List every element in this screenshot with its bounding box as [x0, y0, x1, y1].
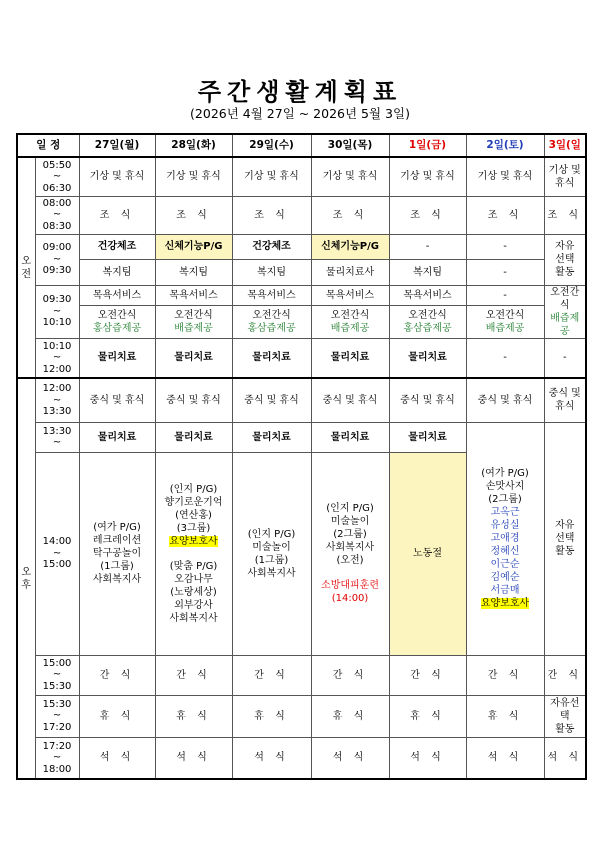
- program-thu-pm: [311, 452, 389, 655]
- snack-am-sun: [544, 285, 586, 338]
- snack-pm-cell: 간 식: [311, 655, 389, 695]
- snack-am-thu: [311, 305, 389, 338]
- snack-label: 오전간식: [485, 309, 525, 321]
- snack-pm-cell: 간 식: [232, 655, 311, 695]
- physio-cell: 물리치료: [389, 338, 466, 378]
- program-fri-pm: 노동절: [389, 452, 466, 655]
- program-mon-pm: (여가 P/G) 레크레이션 탁구공놀이 (1그룹) 사회복지사: [79, 452, 155, 655]
- snack-am-sat: [466, 305, 544, 338]
- lunch-cell: 중식 및 휴식: [232, 378, 311, 422]
- snack-pm-cell: 간 식: [544, 655, 586, 695]
- staff-wed: 복지팀: [232, 259, 311, 285]
- snack-pm-cell: 간 식: [466, 655, 544, 695]
- snack-label: 오전간식: [550, 286, 580, 311]
- snack-am-wed: [232, 305, 311, 338]
- time-cell: 12:00 ~ 13:30: [35, 378, 79, 422]
- tue-program-b: (맞춤 P/G) 오감나무 (노랑세상) 외부강사 사회복지사: [169, 560, 218, 624]
- breakfast-cell: 조 식: [155, 196, 232, 234]
- time-cell: 17:20 ~ 18:00: [35, 737, 79, 779]
- time-cell: 15:00 ~ 15:30: [35, 655, 79, 695]
- snack-drink: 배즙제공: [485, 322, 525, 334]
- row-wake: [17, 157, 586, 196]
- caregiver-highlight: 요양보호사: [169, 535, 218, 547]
- program-sat: -: [466, 234, 544, 259]
- lunch-cell: 중식 및 휴식: [466, 378, 544, 422]
- physio-cell: 물리치료: [155, 338, 232, 378]
- snack-am-tue: [155, 305, 232, 338]
- period-pm: [17, 378, 35, 779]
- header-label: 일 정: [17, 134, 79, 157]
- header-day: 27일(월): [79, 134, 155, 157]
- dinner-cell: 석 식: [389, 737, 466, 779]
- snack-am-fri: [389, 305, 466, 338]
- row-snack-am: [17, 305, 586, 338]
- program-mon: 건강체조: [79, 234, 155, 259]
- rest-cell-sun: 자유선택 활동: [544, 695, 586, 737]
- wake-cell: 기상 및 휴식: [466, 157, 544, 196]
- snack-label: 오전간식: [174, 309, 213, 321]
- snack-pm-cell: 간 식: [155, 655, 232, 695]
- rest-cell: 휴 식: [311, 695, 389, 737]
- caregiver-highlight: 요양보호사: [480, 598, 530, 609]
- program-tue: 신체기능P/G: [155, 234, 232, 259]
- time-cell: 14:00 ~ 15:00: [35, 452, 79, 655]
- row-lunch: [17, 378, 586, 422]
- row-dinner: [17, 737, 586, 779]
- wake-cell: 기상 및 휴식: [232, 157, 311, 196]
- tue-program-a: (인지 P/G) 향기로운기억 (연산홍) (3그룹): [164, 483, 223, 534]
- bath-cell: 목욕서비스: [155, 285, 232, 305]
- staff-thu: 물리치료사: [311, 259, 389, 285]
- wake-cell-sun: 기상 및 휴식: [544, 157, 586, 196]
- program-sat-pm: [466, 422, 544, 655]
- breakfast-cell: 조 식: [466, 196, 544, 234]
- breakfast-cell: 조 식: [232, 196, 311, 234]
- physio-cell: 물리치료: [79, 338, 155, 378]
- snack-label: 오전간식: [252, 309, 291, 321]
- physio-cell: 물리치료: [311, 338, 389, 378]
- time-cell: 13:30 ~: [35, 422, 79, 452]
- row-rest: [17, 695, 586, 737]
- physio-pm-cell: 물리치료: [155, 422, 232, 452]
- physio-pm-cell: 물리치료: [389, 422, 466, 452]
- snack-am-mon: [79, 305, 155, 338]
- breakfast-cell: 조 식: [79, 196, 155, 234]
- snack-drink: 배즙제공: [550, 312, 580, 337]
- program-tue-pm: [155, 452, 232, 655]
- lunch-cell: 중식 및 휴식: [79, 378, 155, 422]
- rest-cell: 휴 식: [232, 695, 311, 737]
- snack-label: 오전간식: [97, 309, 137, 321]
- physio-pm-cell: 물리치료: [311, 422, 389, 452]
- row-0900a: [17, 234, 586, 259]
- period-am: [17, 157, 35, 378]
- program-fri: -: [389, 234, 466, 259]
- header-day: 28일(화): [155, 134, 232, 157]
- lunch-cell-sun: 중식 및 휴식: [544, 378, 586, 422]
- lunch-cell: 중식 및 휴식: [311, 378, 389, 422]
- dinner-cell: 석 식: [466, 737, 544, 779]
- row-0900b: [17, 259, 586, 285]
- rest-cell: 휴 식: [466, 695, 544, 737]
- wake-cell: 기상 및 휴식: [389, 157, 466, 196]
- staff-fri: 복지팀: [389, 259, 466, 285]
- row-physio: [17, 338, 586, 378]
- time-cell: 09:30 ~ 10:10: [35, 285, 79, 338]
- bath-cell-sat: -: [466, 285, 544, 305]
- wake-cell: 기상 및 휴식: [311, 157, 389, 196]
- time-cell: 08:00 ~ 08:30: [35, 196, 79, 234]
- time-cell: 05:50 ~ 06:30: [35, 157, 79, 196]
- rest-cell: 휴 식: [389, 695, 466, 737]
- header-day: 30일(목): [311, 134, 389, 157]
- dinner-cell: 석 식: [544, 737, 586, 779]
- time-cell: 10:10 ~ 12:00: [35, 338, 79, 378]
- time-cell: 15:30 ~ 17:20: [35, 695, 79, 737]
- snack-pm-cell: 간 식: [79, 655, 155, 695]
- header-day: 3일(일: [544, 134, 586, 157]
- snack-pm-cell: 간 식: [389, 655, 466, 695]
- snack-drink: 배즙제공: [174, 322, 213, 334]
- bath-cell: 목욕서비스: [389, 285, 466, 305]
- bath-cell: 목욕서비스: [311, 285, 389, 305]
- snack-drink: 홍삼즙제공: [247, 322, 296, 334]
- program-thu: 신체기능P/G: [311, 234, 389, 259]
- staff-mon: 복지팀: [79, 259, 155, 285]
- breakfast-cell: 조 식: [544, 196, 586, 234]
- lunch-cell: 중식 및 휴식: [389, 378, 466, 422]
- dinner-cell: 석 식: [232, 737, 311, 779]
- snack-drink: 배즙제공: [330, 322, 370, 334]
- breakfast-cell: 조 식: [389, 196, 466, 234]
- dinner-cell: 석 식: [311, 737, 389, 779]
- row-physio-pm: [17, 422, 586, 452]
- header-day: 1일(금): [389, 134, 466, 157]
- breakfast-cell: 조 식: [311, 196, 389, 234]
- physio-pm-cell: 물리치료: [232, 422, 311, 452]
- time-cell: 09:00 ~ 09:30: [35, 234, 79, 285]
- program-sun-pm: 자유 선택 활동: [544, 422, 586, 655]
- dinner-cell: 석 식: [79, 737, 155, 779]
- bath-cell: 목욕서비스: [232, 285, 311, 305]
- schedule-table: [16, 133, 587, 780]
- sat-program-head: (여가 P/G) 손맛사지 (2그룹): [481, 468, 529, 505]
- wake-cell: 기상 및 휴식: [79, 157, 155, 196]
- snack-drink: 홍삼즙제공: [92, 322, 142, 334]
- lunch-cell: 중식 및 휴식: [155, 378, 232, 422]
- program-sun: 자유 선택 활동: [544, 234, 586, 285]
- bath-cell: 목욕서비스: [79, 285, 155, 305]
- rest-cell: 휴 식: [79, 695, 155, 737]
- sat-participant-list: 고옥근 유성실 고애경 정혜신 이근순 김예순 서금매: [490, 507, 520, 596]
- snack-label: 오전간식: [408, 309, 447, 321]
- staff-tue: 복지팀: [155, 259, 232, 285]
- dinner-cell: 석 식: [155, 737, 232, 779]
- thu-program: (인지 P/G) 미술놀이 (2그룹) 사회복지사 (오전): [325, 503, 375, 566]
- fire-drill-note: 소방대피훈련 (14:00): [321, 580, 379, 604]
- header-day: 2일(토): [466, 134, 544, 157]
- row-breakfast: [17, 196, 586, 234]
- physio-cell: 물리치료: [232, 338, 311, 378]
- program-wed-pm: (인지 P/G) 미술놀이 (1그룹) 사회복지사: [232, 452, 311, 655]
- program-wed: 건강체조: [232, 234, 311, 259]
- row-snack-pm: [17, 655, 586, 695]
- staff-sat: -: [466, 259, 544, 285]
- wake-cell: 기상 및 휴식: [155, 157, 232, 196]
- header-day: 29일(수): [232, 134, 311, 157]
- page-subtitle: (2026년 4월 27일 ~ 2026년 5월 3일): [190, 106, 410, 121]
- rest-cell: 휴 식: [155, 695, 232, 737]
- page-title: 주간생활계획표: [197, 78, 403, 106]
- snack-drink: 홍삼즙제공: [403, 322, 452, 334]
- physio-cell-sun: -: [544, 338, 586, 378]
- snack-label: 오전간식: [330, 309, 370, 321]
- row-bath: [17, 285, 586, 305]
- period-pm-label: 오 후: [21, 566, 32, 591]
- period-am-label: 오 전: [21, 255, 32, 280]
- physio-cell-sat: -: [466, 338, 544, 378]
- physio-pm-cell: 물리치료: [79, 422, 155, 452]
